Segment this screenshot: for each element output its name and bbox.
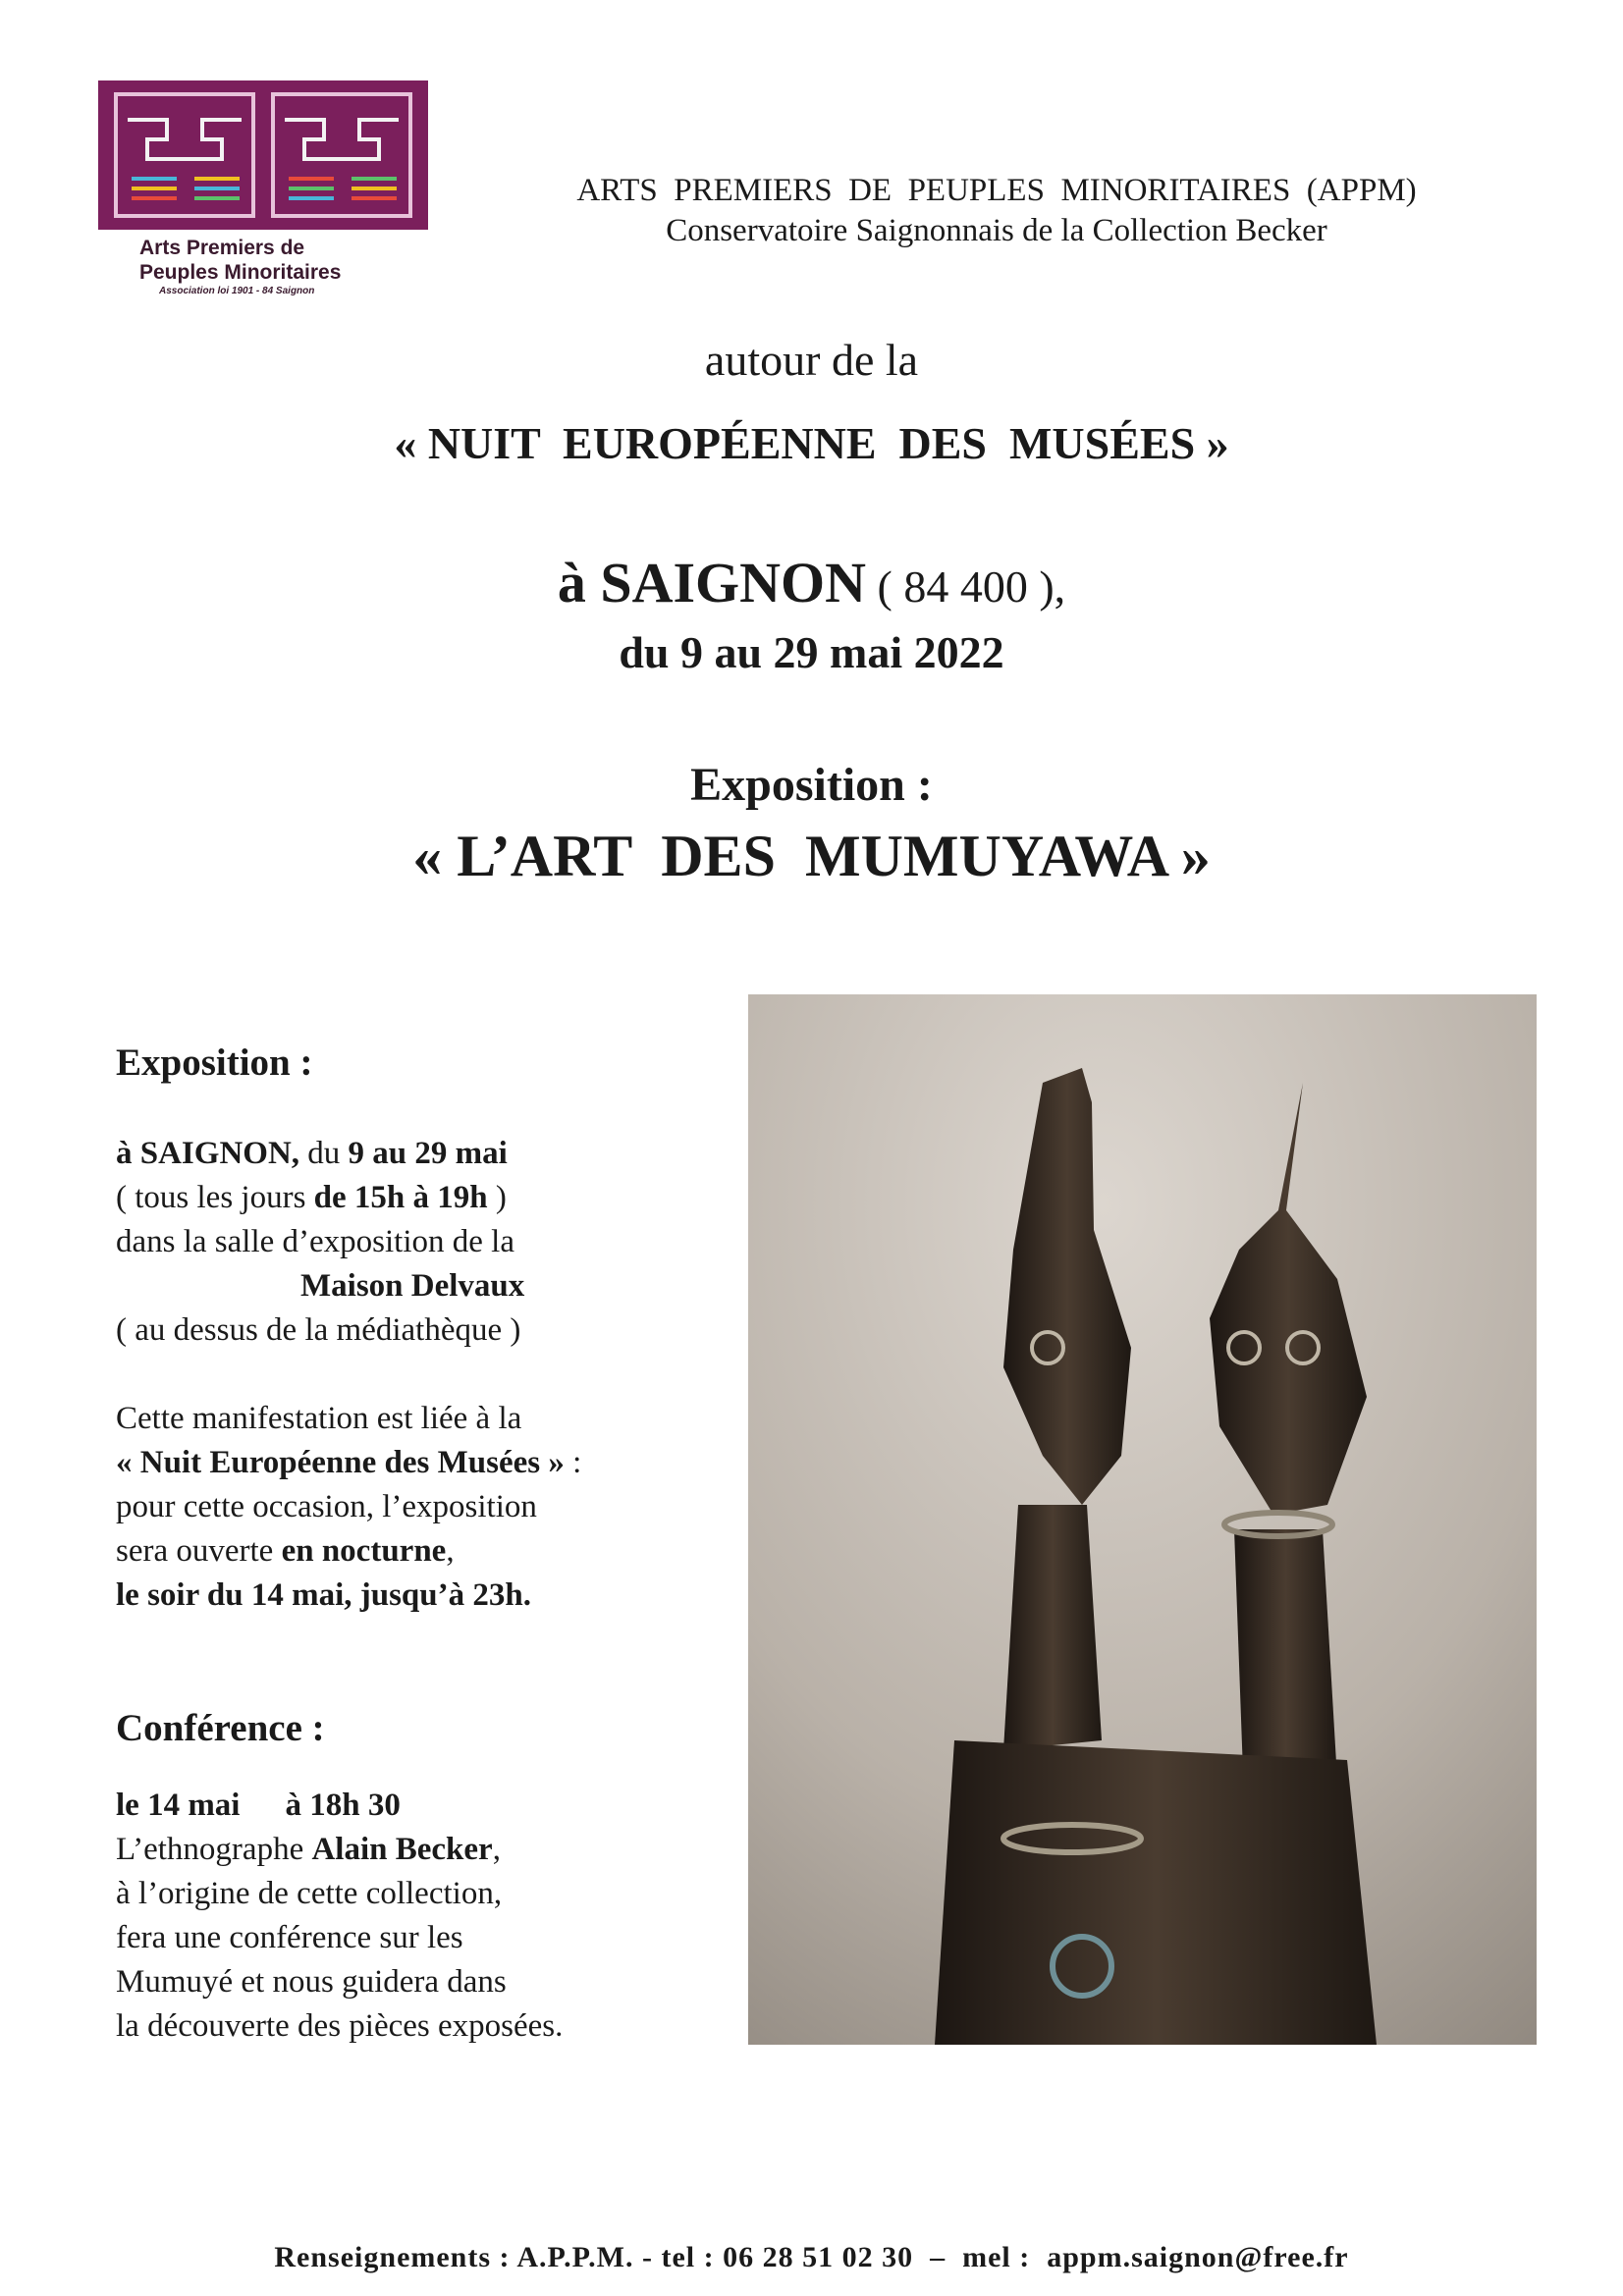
expo-p2-line-2: « Nuit Européenne des Musées » :: [116, 1445, 582, 1480]
expo-line-1: à SAIGNON, du 9 au 29 mai: [116, 1136, 508, 1171]
place-name: à SAIGNON: [557, 551, 867, 614]
expo-p2-line-1: Cette manifestation est liée à la: [116, 1401, 522, 1436]
conf-line-1: le 14 mai à 18h 30: [116, 1788, 401, 1823]
conference-heading: Conférence :: [116, 1707, 325, 1749]
logo-line-2: Peuples Minoritaires: [139, 261, 342, 284]
conf-line-6: la découverte des pièces exposées.: [116, 2008, 564, 2044]
expo-p2-line-3: pour cette occasion, l’exposition: [116, 1489, 537, 1524]
event-name: « NUIT EUROPÉENNE DES MUSÉES »: [394, 418, 1229, 468]
event-place: [0, 550, 1623, 615]
org-subtitle: Conservatoire Saignonnais de la Collection Becker: [666, 213, 1327, 248]
expo-p2-line-5: le soir du 14 mai, jusqu’à 23h.: [116, 1577, 531, 1613]
expo-venue: Maison Delvaux: [300, 1268, 525, 1304]
logo-line-1: Arts Premiers de: [139, 237, 305, 259]
exposition-heading: Exposition :: [116, 1041, 313, 1084]
conf-line-3: à l’origine de cette collection,: [116, 1876, 503, 1911]
expo-line-3: dans la salle d’exposition de la: [116, 1224, 514, 1259]
expo-line-2: ( tous les jours de 15h à 19h ): [116, 1180, 507, 1215]
conf-line-4: fera une conférence sur les: [116, 1920, 463, 1955]
expo-line-5: ( au dessus de la médiathèque ): [116, 1312, 521, 1348]
expo-title: « L’ART DES MUMUYAWA »: [412, 824, 1211, 888]
logo: [98, 80, 428, 314]
org-name: ARTS PREMIERS DE PEUPLES MINORITAIRES (APPM): [576, 173, 1417, 208]
logo-line-3: Association loi 1901 - 84 Saignon: [159, 286, 315, 296]
footer-contact: Renseignements : A.P.P.M. - tel : 06 28 51 02 30 – mel : appm.saignon@free.fr: [274, 2241, 1349, 2273]
place-code: ( 84 400 ),: [866, 561, 1066, 612]
header: [481, 171, 1512, 251]
expo-label: Exposition :: [690, 759, 933, 811]
conf-line-5: Mumuyé et nous guidera dans: [116, 1964, 507, 2000]
conf-line-2: L’ethnographe Alain Becker,: [116, 1832, 501, 1867]
details-column: [116, 1041, 705, 2049]
expo-p2-line-4: sera ouverte en nocturne,: [116, 1533, 455, 1569]
sculpture-photo: [748, 994, 1537, 2045]
event-intro: autour de la: [704, 335, 919, 385]
event-dates: du 9 au 29 mai 2022: [619, 627, 1004, 677]
